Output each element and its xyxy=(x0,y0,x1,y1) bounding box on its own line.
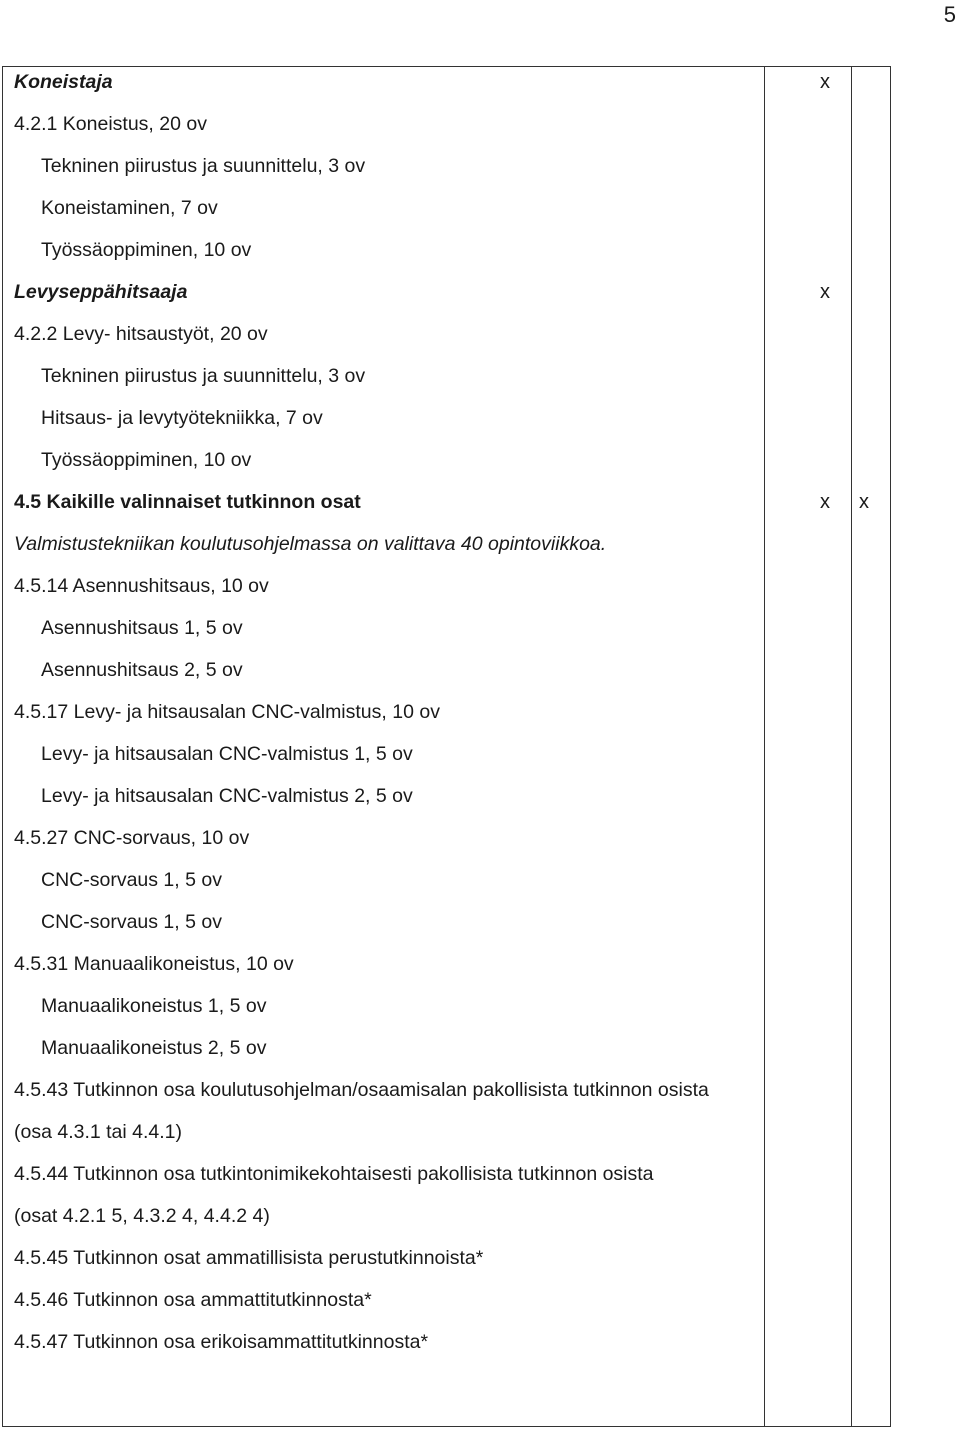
sub-item: CNC-sorvaus 1, 5 ov xyxy=(41,911,222,933)
sub-item: Levy- ja hitsausalan CNC-valmistus 2, 5 ov xyxy=(41,785,413,807)
table-row: 4.5.44 Tutkinnon osa tutkintonimikekohtaisesti pakollisista tutkinnon osista xyxy=(14,1163,654,1185)
table-row: Koneistaja xyxy=(14,71,113,93)
course-rows xyxy=(14,66,764,1369)
table-row: 4.5.17 Levy- ja hitsausalan CNC-valmistus, 10 ov xyxy=(14,701,440,723)
sub-item: Tekninen piirustus ja suunnittelu, 3 ov xyxy=(41,155,366,177)
table-row: 4.5.31 Manuaalikoneistus, 10 ov xyxy=(14,953,294,975)
sub-item: Työssäoppiminen, 10 ov xyxy=(41,449,252,471)
mark-col-2: x xyxy=(859,491,869,513)
table-row: 4.5.45 Tutkinnon osat ammatillisista perustutkinnoista* xyxy=(14,1247,484,1269)
table-row: Levyseppähitsaaja xyxy=(14,281,188,303)
sub-item: CNC-sorvaus 1, 5 ov xyxy=(41,869,222,891)
sub-item: Koneistaminen, 7 ov xyxy=(41,197,218,219)
mark-col-1: x xyxy=(820,71,830,93)
sub-item: Hitsaus- ja levytyötekniikka, 7 ov xyxy=(41,407,323,429)
sub-item: Työssäoppiminen, 10 ov xyxy=(41,239,252,261)
sub-item: Manuaalikoneistus 2, 5 ov xyxy=(41,1037,267,1059)
page-number: 5 xyxy=(943,2,956,27)
table-row: 4.5.14 Asennushitsaus, 10 ov xyxy=(14,575,269,597)
column-divider-2 xyxy=(851,66,852,1427)
sub-item: Manuaalikoneistus 1, 5 ov xyxy=(41,995,267,1017)
sub-item: Tekninen piirustus ja suunnittelu, 3 ov xyxy=(41,365,366,387)
sub-item: Asennushitsaus 2, 5 ov xyxy=(41,659,243,681)
table-row: 4.5 Kaikille valinnaiset tutkinnon osat xyxy=(14,491,361,513)
table-row: 4.5.46 Tutkinnon osa ammattitutkinnosta* xyxy=(14,1289,372,1311)
table-row: (osa 4.3.1 tai 4.4.1) xyxy=(14,1121,183,1143)
mark-col-1: x xyxy=(820,491,830,513)
table-row: 4.2.2 Levy- hitsaustyöt, 20 ov xyxy=(14,323,268,345)
table-row: 4.5.27 CNC-sorvaus, 10 ov xyxy=(14,827,250,849)
column-divider-1 xyxy=(764,66,765,1427)
sub-item: Asennushitsaus 1, 5 ov xyxy=(41,617,243,639)
table-row: 4.5.47 Tutkinnon osa erikoisammattitutkinnosta* xyxy=(14,1331,429,1353)
table-row: (osat 4.2.1 5, 4.3.2 4, 4.4.2 4) xyxy=(14,1205,270,1227)
table-row: 4.5.43 Tutkinnon osa koulutusohjelman/osaamisalan pakollisista tutkinnon osista xyxy=(14,1079,709,1101)
sub-item: Levy- ja hitsausalan CNC-valmistus 1, 5 ov xyxy=(41,743,413,765)
mark-col-1: x xyxy=(820,281,830,303)
table-row: 4.2.1 Koneistus, 20 ov xyxy=(14,113,207,135)
table-row: Valmistustekniikan koulutusohjelmassa on valittava 40 opintoviikkoa. xyxy=(14,533,607,555)
